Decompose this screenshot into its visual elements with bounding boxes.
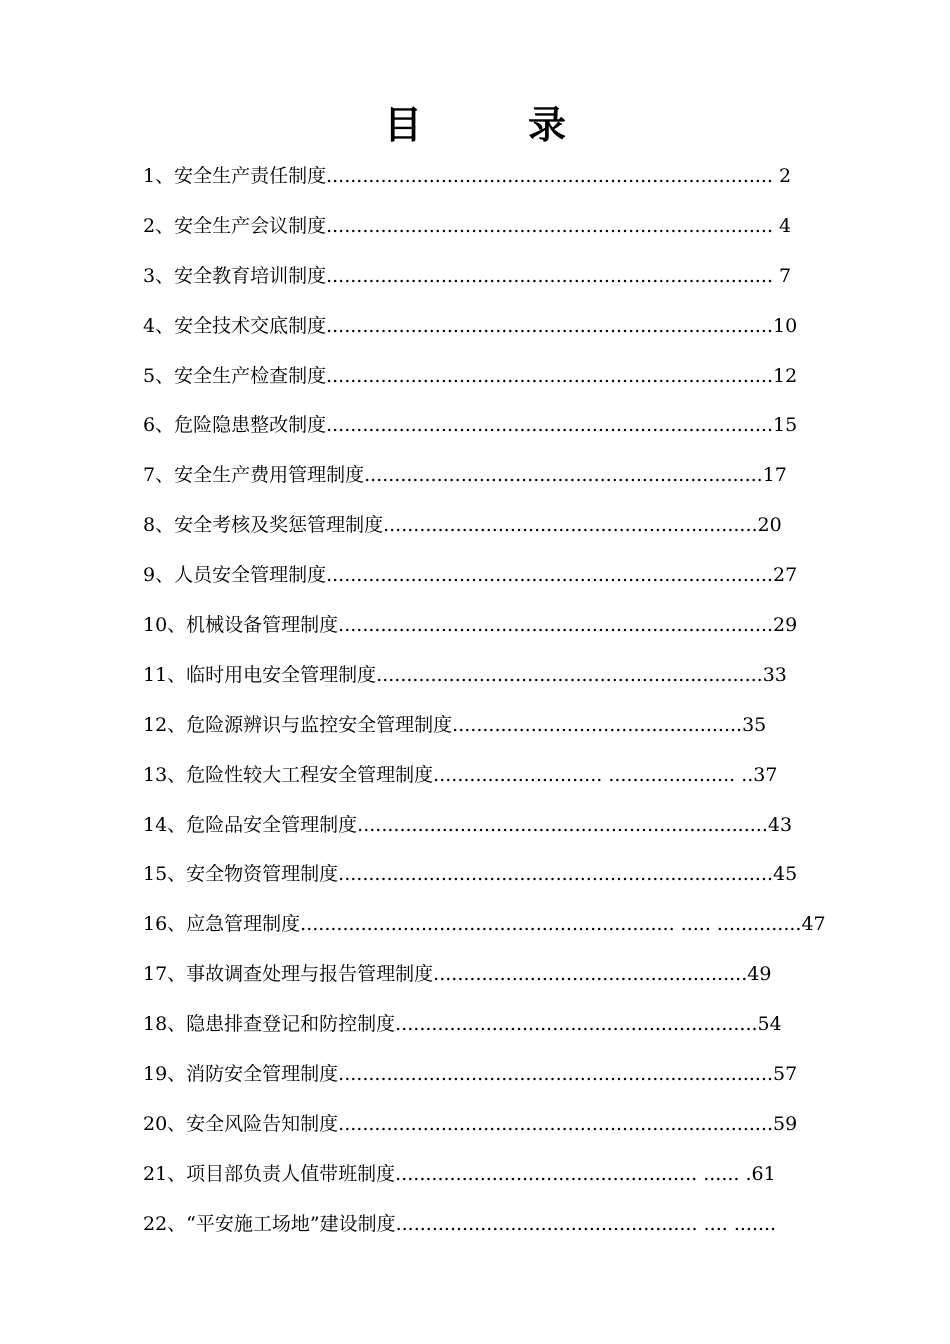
- toc-entry-text: 6、危险隐患整改制度..........................................................................15: [143, 414, 798, 437]
- toc-entry-text: 22、“平安施工场地”建设制度.................................................. .... .......: [143, 1212, 777, 1235]
- toc-entry: [143, 760, 833, 810]
- toc-entry-text: 13、危险性较大工程安全管理制度............................ ..................... ..37: [143, 763, 778, 786]
- toc-entry: [143, 1209, 833, 1259]
- toc-entry: [143, 211, 833, 261]
- toc-entry-text: 4、安全技术交底制度..........................................................................10: [143, 314, 798, 337]
- page-title: 目 录: [383, 102, 600, 147]
- toc-entry: [143, 410, 833, 460]
- table-of-contents: [143, 161, 833, 1259]
- toc-entry-text: 11、临时用电安全管理制度................................................................33: [143, 663, 787, 686]
- toc-entry: [143, 660, 833, 710]
- toc-entry: [143, 361, 833, 411]
- toc-entry: [143, 510, 833, 560]
- toc-entry-text: 15、安全物资管理制度........................................................................45: [143, 863, 798, 886]
- toc-entry: [143, 810, 833, 860]
- toc-entry: [143, 261, 833, 311]
- toc-entry: [143, 1159, 833, 1209]
- toc-entry: [143, 1009, 833, 1059]
- toc-entry-text: 17、事故调查处理与报告管理制度....................................................49: [143, 963, 772, 986]
- toc-entry: [143, 460, 833, 510]
- toc-entry: [143, 161, 833, 211]
- toc-entry: [143, 909, 833, 959]
- toc-entry: [143, 311, 833, 361]
- toc-entry-text: 10、机械设备管理制度........................................................................29: [143, 614, 798, 637]
- toc-entry: [143, 710, 833, 760]
- toc-entry-text: 16、应急管理制度.............................................................. ..... ..............47: [143, 913, 826, 936]
- toc-entry-text: 5、安全生产检查制度..........................................................................12: [143, 364, 798, 387]
- toc-entry-text: 7、安全生产费用管理制度..................................................................17: [143, 464, 787, 487]
- toc-entry-text: 21、项目部负责人值带班制度.................................................. ...... .61: [143, 1162, 776, 1185]
- toc-entry-text: 8、安全考核及奖惩管理制度..............................................................20: [143, 514, 782, 537]
- toc-entry-text: 18、隐患排查登记和防控制度............................................................54: [143, 1013, 782, 1036]
- toc-entry: [143, 959, 833, 1009]
- toc-entry: [143, 859, 833, 909]
- toc-entry: [143, 560, 833, 610]
- toc-entry-text: 2、安全生产会议制度.......................................................................... 4: [143, 214, 792, 237]
- toc-entry-text: 14、危险品安全管理制度....................................................................43: [143, 813, 793, 836]
- toc-entry-text: 3、安全教育培训制度.......................................................................... 7: [143, 264, 792, 287]
- toc-entry-text: 19、消防安全管理制度........................................................................57: [143, 1063, 798, 1086]
- toc-entry-text: 20、安全风险告知制度........................................................................59: [143, 1112, 798, 1135]
- toc-entry-text: 12、危险源辨识与监控安全管理制度................................................35: [143, 713, 767, 736]
- toc-entry: [143, 1059, 833, 1109]
- toc-entry: [143, 610, 833, 660]
- toc-entry: [143, 1109, 833, 1159]
- toc-entry-text: 9、人员安全管理制度..........................................................................27: [143, 564, 798, 587]
- toc-entry-text: 1、安全生产责任制度.......................................................................... 2: [143, 165, 792, 187]
